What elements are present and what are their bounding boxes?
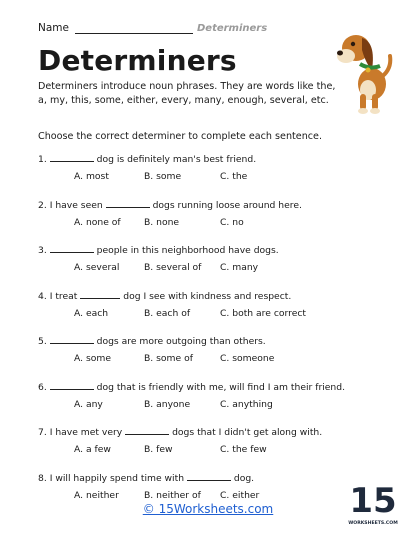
question-text-pre: I have seen xyxy=(49,199,103,211)
question-2 xyxy=(38,198,383,244)
option-a[interactable]: A. some xyxy=(74,353,111,364)
question-7 xyxy=(38,425,383,471)
question-text: people in this neighborhood have dogs. xyxy=(96,245,279,256)
question-number: 7. xyxy=(38,427,47,438)
question-1 xyxy=(38,152,383,198)
option-a[interactable]: A. none of xyxy=(74,216,121,228)
option-a[interactable]: A. neither xyxy=(74,489,119,501)
option-b[interactable]: B. anyone xyxy=(144,398,191,410)
option-c[interactable]: C. the few xyxy=(220,444,267,455)
name-label: Name xyxy=(38,22,69,34)
option-c[interactable]: C. anything xyxy=(220,398,273,410)
option-c[interactable]: C. many xyxy=(220,262,259,273)
question-text: dogs that I didn't get along with. xyxy=(172,427,323,438)
option-a[interactable]: A. any xyxy=(74,398,103,410)
question-text-pre: I treat xyxy=(49,290,78,302)
dog-illustration-icon xyxy=(332,20,396,116)
question-5 xyxy=(38,334,383,380)
copyright-link[interactable]: © 15Worksheets.com xyxy=(142,502,274,516)
question-text-pre: I have met very xyxy=(49,427,123,438)
question-text-pre: I will happily spend time with xyxy=(49,472,185,484)
question-text: dogs running loose around here. xyxy=(152,199,302,211)
name-field[interactable] xyxy=(75,22,193,34)
answer-blank[interactable] xyxy=(187,471,231,481)
option-a[interactable]: A. a few xyxy=(74,444,111,455)
worksheet-header-title: Determiners xyxy=(196,23,268,34)
answer-blank[interactable] xyxy=(106,198,150,208)
question-text: dogs are more outgoing than others. xyxy=(96,336,266,347)
logo-text: WORKSHEETS.COM xyxy=(348,521,398,526)
answer-blank[interactable] xyxy=(50,152,94,162)
option-b[interactable]: B. neither of xyxy=(144,489,201,501)
option-c[interactable]: C. either xyxy=(220,489,260,501)
option-c[interactable]: C. both are correct xyxy=(220,307,307,319)
answer-blank[interactable] xyxy=(125,425,169,435)
question-text: dog I see with kindness and respect. xyxy=(123,290,292,302)
question-4 xyxy=(38,289,383,335)
question-number: 2. xyxy=(38,199,47,211)
question-number: 1. xyxy=(38,154,47,165)
question-number: 6. xyxy=(38,381,47,393)
option-c[interactable]: C. no xyxy=(220,216,244,228)
15worksheets-logo-icon xyxy=(348,478,398,528)
option-a[interactable]: A. several xyxy=(74,262,120,273)
question-6 xyxy=(38,380,383,426)
option-c[interactable]: C. someone xyxy=(220,353,275,364)
question-text: dog that is friendly with me, will find I am their friend. xyxy=(96,381,346,393)
option-b[interactable]: B. some of xyxy=(144,353,193,364)
option-b[interactable]: B. few xyxy=(144,444,173,455)
question-number: 8. xyxy=(38,472,47,484)
page-title: Determiners xyxy=(38,44,237,77)
question-number: 5. xyxy=(38,336,47,347)
question-number: 4. xyxy=(38,290,47,302)
question-list xyxy=(38,152,383,516)
answer-blank[interactable] xyxy=(50,243,94,253)
option-a[interactable]: A. most xyxy=(74,171,109,182)
question-text: dog. xyxy=(233,472,255,484)
answer-blank[interactable] xyxy=(50,380,94,390)
answer-blank[interactable] xyxy=(50,334,94,344)
question-number: 3. xyxy=(38,245,47,256)
option-b[interactable]: B. some xyxy=(144,171,182,182)
header-row xyxy=(38,22,267,34)
option-a[interactable]: A. each xyxy=(74,307,109,319)
option-c[interactable]: C. the xyxy=(220,171,248,182)
question-text: dog is definitely man's best friend. xyxy=(96,154,257,165)
option-b[interactable]: B. each of xyxy=(144,307,191,319)
question-3 xyxy=(38,243,383,289)
intro-paragraph: Determiners introduce noun phrases. They are words like the, a, my, this, some, either, every, many, enough, several, etc. xyxy=(38,81,336,106)
logo-number: 15 xyxy=(349,481,397,521)
instructions-text: Choose the correct determiner to complete each sentence. xyxy=(38,131,323,142)
option-b[interactable]: B. none xyxy=(144,216,180,228)
answer-blank[interactable] xyxy=(80,289,120,299)
option-b[interactable]: B. several of xyxy=(144,262,202,273)
